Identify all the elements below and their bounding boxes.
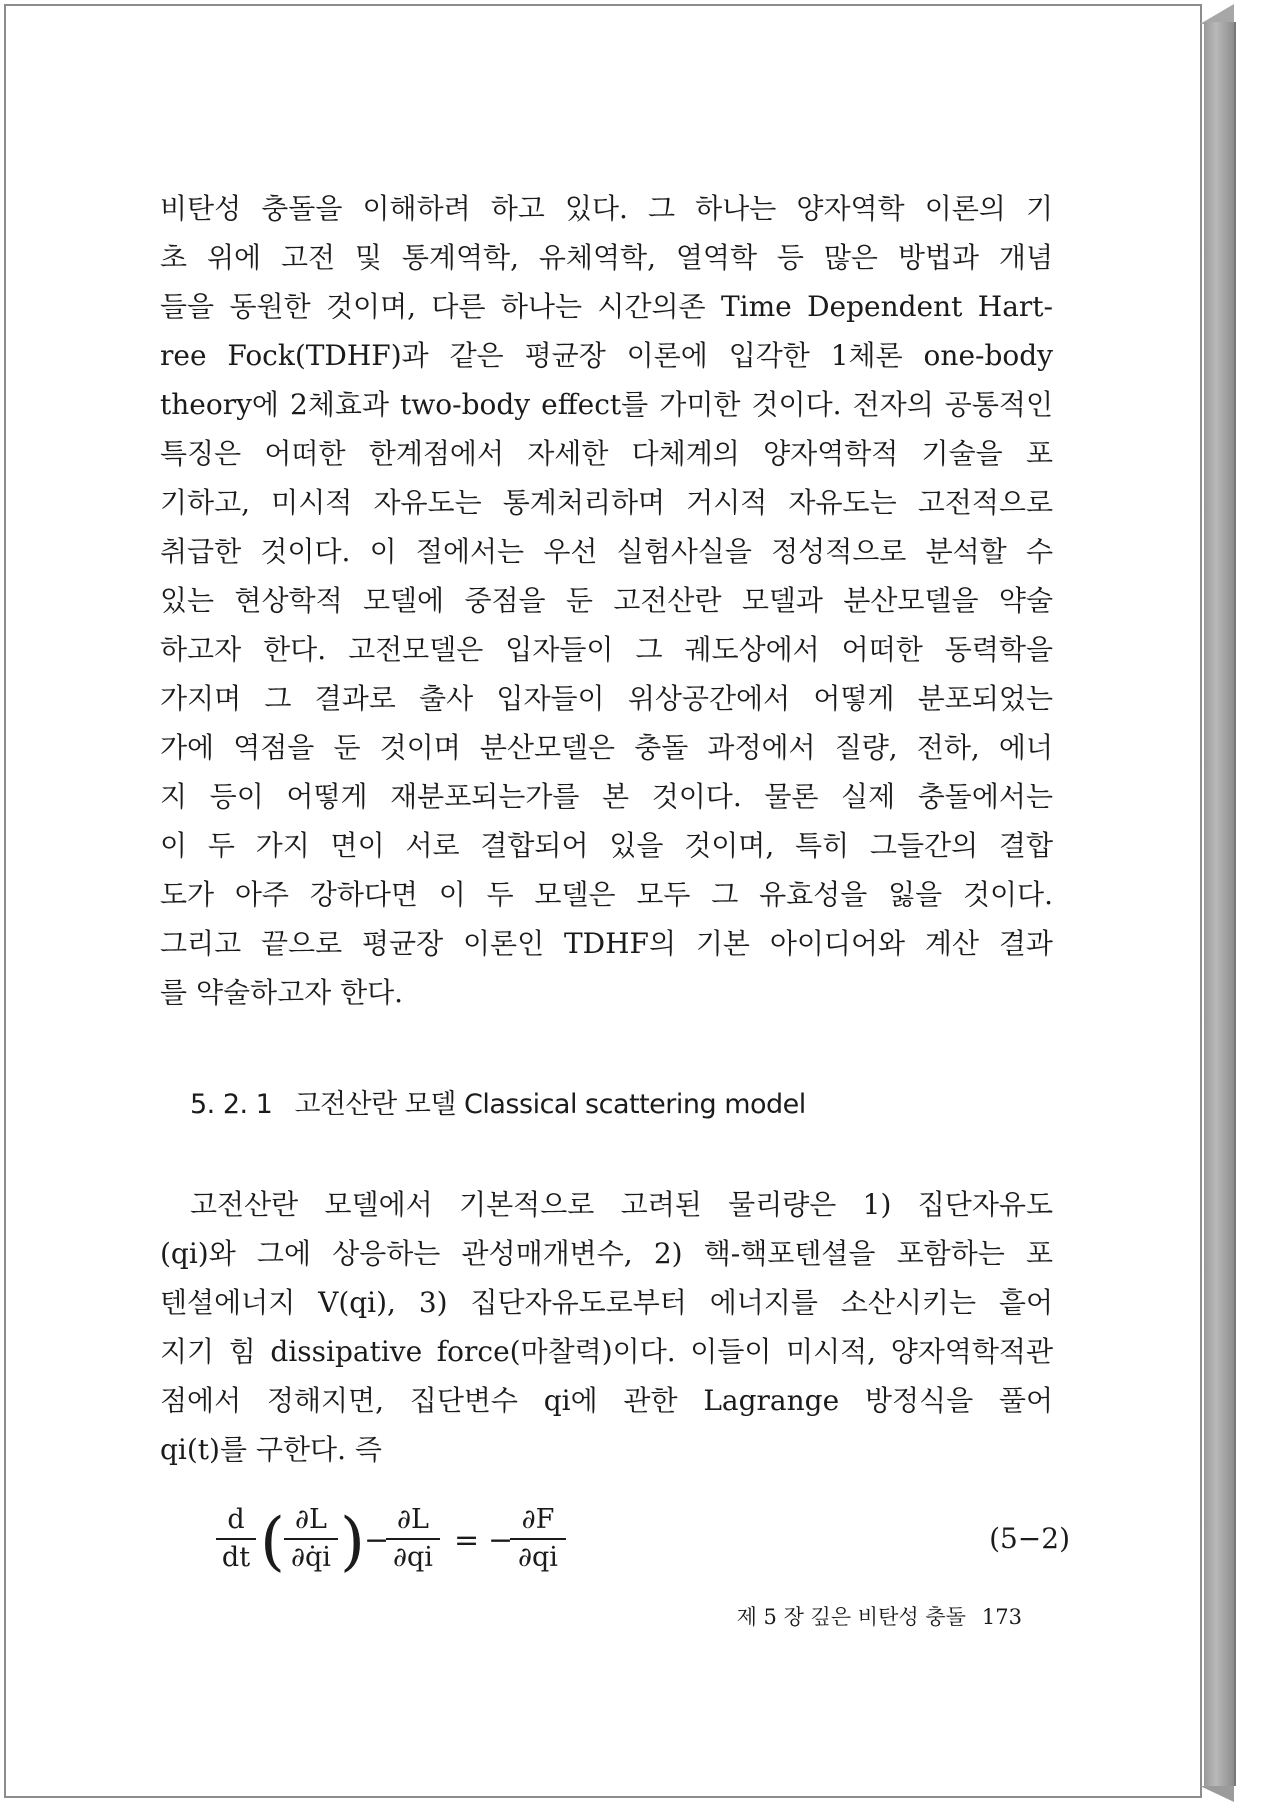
- body-line: 이 두 가지 면이 서로 결합되어 있을 것이며, 특히 그들간의 결합: [160, 829, 1053, 862]
- body-line: 비탄성 충돌을 이해하려 하고 있다. 그 하나는 양자역학 이론의 기: [160, 192, 1053, 225]
- fraction-dL-dq: ∂L ∂qi: [386, 1504, 440, 1574]
- body-line: 텐셜에너지 V(qi), 3) 집단자유도로부터 에너지를 소산시키는 흩어: [160, 1286, 1053, 1319]
- body-line: 기하고, 미시적 자유도는 통계처리하며 거시적 자유도는 고전적으로: [160, 486, 1053, 519]
- body-line: 고전산란 모델에서 기본적으로 고려된 물리량은 1) 집단자유도: [190, 1188, 1053, 1221]
- body-line: 가에 역점을 둔 것이며 분산모델은 충돌 과정에서 질량, 전하, 에너: [160, 731, 1053, 764]
- minus-sign: −: [488, 1523, 514, 1558]
- running-head: 제 5 장 깊은 비탄성 충돌: [736, 1605, 966, 1629]
- equation-number: (5−2): [989, 1522, 1070, 1555]
- fraction-d-dt: d dt: [216, 1504, 256, 1574]
- body-line: 지기 힘 dissipative force(마찰력)이다. 이들이 미시적, 양자역학적관: [160, 1335, 1053, 1368]
- body-line: 지 등이 어떻게 재분포되는가를 본 것이다. 물론 실제 충돌에서는: [160, 780, 1053, 813]
- body-line: 를 약술하고자 한다.: [160, 976, 404, 1009]
- fraction-dL-dqdot: ∂L ∂q̇i: [284, 1504, 338, 1574]
- section-title: 고전산란 모델 Classical scattering model: [294, 1089, 806, 1120]
- page-number: 173: [981, 1605, 1022, 1629]
- body-line: 하고자 한다. 고전모델은 입자들이 그 궤도상에서 어떠한 동력학을: [160, 633, 1053, 666]
- body-line: 들을 동원한 것이며, 다른 하나는 시간의존 Time Dependent Hart-: [160, 290, 1053, 323]
- body-line: theory에 2체효과 two-body effect를 가미한 것이다. 전자의 공통적인: [160, 388, 1053, 421]
- body-line: 점에서 정해지면, 집단변수 qi에 관한 Lagrange 방정식을 풀어: [160, 1384, 1053, 1417]
- body-line: 취급한 것이다. 이 절에서는 우선 실험사실을 정성적으로 분석할 수: [160, 535, 1053, 568]
- equation-5-2: [210, 1504, 1070, 1584]
- body-line: 가지며 그 결과로 출사 입자들이 위상공간에서 어떻게 분포되었는: [160, 682, 1053, 715]
- body-line: 도가 아주 강하다면 이 두 모델은 모두 그 유효성을 잃을 것이다.: [160, 878, 1053, 911]
- fraction-dF-dq: ∂F ∂qi: [510, 1504, 566, 1574]
- left-paren: (: [260, 1505, 285, 1579]
- body-line: qi(t)를 구한다. 즉: [160, 1433, 382, 1466]
- equals-sign: =: [454, 1523, 480, 1558]
- body-line: 있는 현상학적 모델에 중점을 둔 고전산란 모델과 분산모델을 약술: [160, 584, 1053, 617]
- body-line: 그리고 끝으로 평균장 이론인 TDHF의 기본 아이디어와 계산 결과: [160, 927, 1053, 960]
- body-line: 초 위에 고전 및 통계역학, 유체역학, 열역학 등 많은 방법과 개념: [160, 241, 1053, 274]
- section-heading: [190, 1087, 806, 1123]
- body-line: 특징은 어떠한 한계점에서 자세한 다체계의 양자역학적 기술을 포: [160, 437, 1053, 470]
- minus-sign: −: [364, 1523, 390, 1558]
- page-stack-top-edge: [1200, 4, 1234, 24]
- page-stack-edge: [1204, 22, 1236, 1786]
- right-paren: ): [340, 1505, 365, 1579]
- page-footer: [737, 1602, 1022, 1632]
- body-line: (qi)와 그에 상응하는 관성매개변수, 2) 핵-핵포텐셜을 포함하는 포: [160, 1237, 1053, 1270]
- body-line: ree Fock(TDHF)과 같은 평균장 이론에 입각한 1체론 one-body: [160, 339, 1053, 372]
- section-number: 5. 2. 1: [190, 1089, 273, 1120]
- page-stack-bottom-edge: [1200, 1786, 1234, 1802]
